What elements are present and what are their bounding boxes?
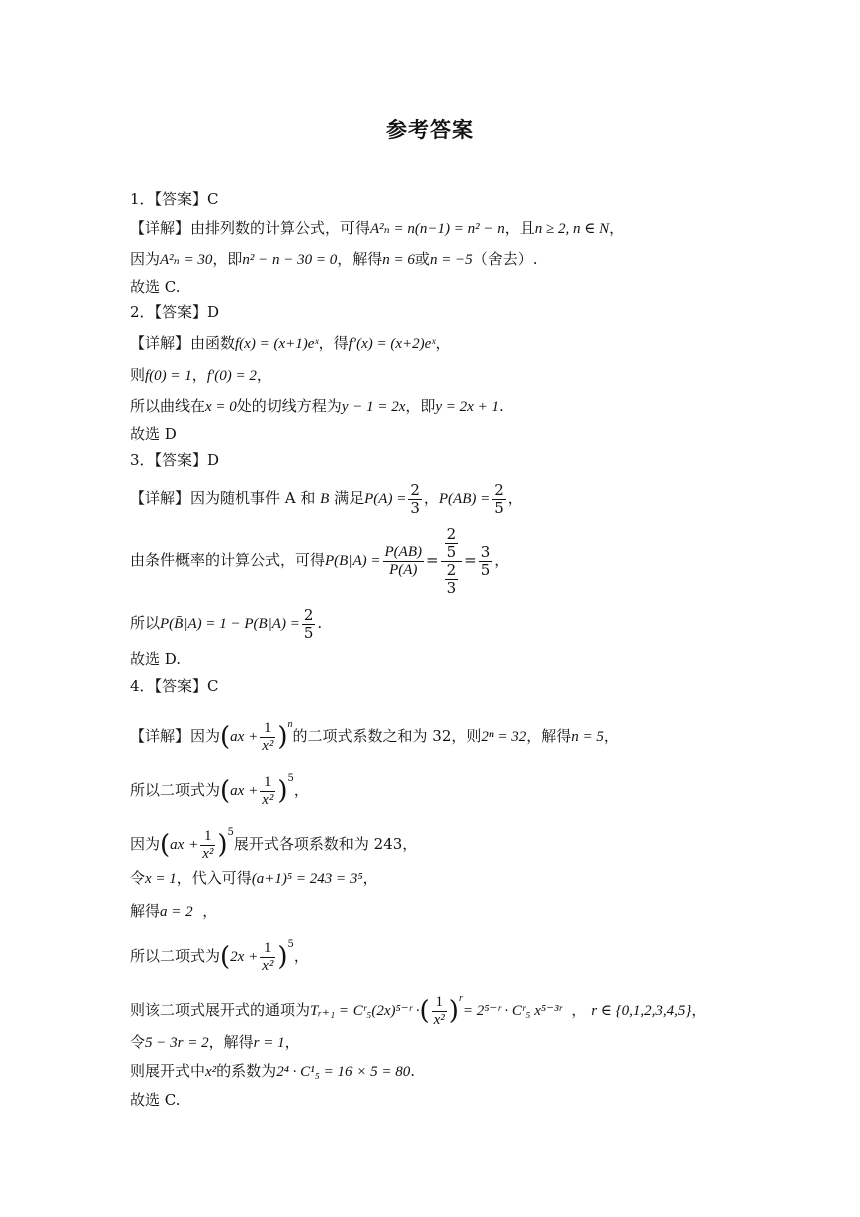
numerator: 3 [480, 542, 491, 561]
text: 展开式各项系数和为 243， [233, 835, 418, 853]
text: ， [571, 1001, 587, 1019]
text: ， [256, 366, 272, 384]
text: 令 [130, 1033, 146, 1051]
text: ，解得 [337, 250, 383, 268]
text: 则 [130, 366, 146, 384]
text: ， [293, 947, 309, 965]
text: . [410, 1062, 416, 1080]
fraction [260, 940, 275, 975]
denominator: x² [202, 845, 214, 862]
numerator: P(AB) [384, 543, 422, 560]
text: 解得 [130, 902, 161, 920]
q4-detail-line6 [130, 925, 309, 977]
q4-detail-line4 [130, 868, 378, 889]
numerator: 2 [446, 560, 457, 579]
q4-detail-line1 [130, 705, 619, 757]
denominator: x² [262, 791, 274, 808]
q4-detail-line5 [130, 901, 217, 922]
exponent: 5 [287, 939, 294, 950]
denominator: 5 [480, 560, 491, 579]
numerator: 1 [432, 994, 447, 1012]
fraction [432, 994, 447, 1029]
text: ， [423, 489, 439, 507]
q4-detail-line3 [130, 813, 417, 865]
fraction [445, 526, 459, 561]
q3-conclusion: 故选 D. [130, 650, 182, 668]
q4-detail-line9 [130, 1061, 415, 1082]
q2-detail-line1 [130, 333, 451, 354]
exponent: 5 [287, 773, 294, 784]
text: ，解得 [208, 1033, 254, 1051]
q1-detail-line1 [130, 218, 624, 239]
exponent: r [458, 993, 463, 1004]
text: 处的切线方程为 [236, 397, 342, 415]
text: ， [435, 334, 451, 352]
q4-answer-head: 4．【答案】C [130, 677, 219, 695]
text: ，即 [405, 397, 436, 415]
fraction [492, 482, 506, 517]
denominator: 3 [446, 578, 457, 597]
denominator: x² [262, 737, 274, 754]
formula: n² − n − 30 = 0 [242, 252, 338, 268]
text: 的二项式系数之和为 32，则 [292, 727, 482, 745]
q1-detail-line2 [130, 249, 537, 270]
text: 令 [130, 869, 146, 887]
fraction [302, 607, 316, 642]
formula: Tᵣ₊₁ = Cʳ₅(2x)⁵⁻ʳ · [310, 1003, 420, 1019]
exponent: 5 [227, 827, 234, 838]
q4-detail-line8 [130, 1032, 300, 1053]
formula: P(B̄|A) = 1 − P(B|A) = [160, 616, 300, 632]
text: 所以二项式为 [130, 947, 221, 965]
q3-detail-line1 [130, 478, 523, 519]
q1-answer-head: 1．【答案】C [130, 190, 219, 208]
text: 则展开式中 [130, 1062, 206, 1080]
text: 因为 [130, 250, 161, 268]
right-paren: ) [448, 996, 459, 1026]
formula: n = −5 [429, 252, 473, 268]
text: = [425, 551, 439, 569]
text: ，代入可得 [176, 869, 252, 887]
formula: (a+1)⁵ = 243 = 3⁵ [251, 871, 363, 887]
denominator: x² [262, 957, 274, 974]
text: 或 [414, 250, 430, 268]
numerator: 1 [260, 774, 275, 792]
right-paren: ) [217, 830, 228, 860]
compound-fraction [441, 526, 463, 597]
text: ， [202, 902, 218, 920]
text: ， [191, 366, 207, 384]
q3-detail-line3 [130, 603, 322, 644]
denominator: 5 [446, 542, 457, 561]
formula: f(0) = 1 [145, 368, 192, 384]
numerator: 2 [303, 605, 314, 624]
text: 【详解】因为 [130, 727, 221, 745]
left-paren: ( [220, 942, 231, 972]
left-paren: ( [419, 996, 430, 1026]
text: ， [691, 1001, 707, 1019]
text: ，解得 [526, 727, 572, 745]
fraction [383, 544, 424, 579]
left-paren: ( [220, 722, 231, 752]
text: ， [609, 219, 625, 237]
formula: ax + [170, 837, 199, 853]
text: 因为 [130, 835, 161, 853]
numerator: 2 [410, 480, 420, 499]
text: ， [603, 727, 619, 745]
numerator: 1 [260, 940, 275, 958]
formula: x = 1 [145, 871, 177, 887]
text: . [317, 614, 323, 632]
text: ， [284, 1033, 300, 1051]
formula: f′(x) = (x+2)eˣ [348, 336, 436, 352]
numerator: 1 [200, 828, 215, 846]
formula: 2ⁿ = 32 [481, 729, 527, 745]
left-paren: ( [160, 830, 171, 860]
formula: f′(0) = 2 [206, 368, 257, 384]
text: 则该二项式展开式的通项为 [130, 1001, 311, 1019]
text: 【详解】由排列数的计算公式，可得 [130, 219, 371, 237]
text: 所以曲线在 [130, 397, 206, 415]
denominator: x² [433, 1011, 445, 1028]
formula: n = 5 [571, 729, 604, 745]
fraction [260, 720, 275, 755]
denominator: 5 [303, 623, 314, 642]
formula: r ∈ {0,1,2,3,4,5} [591, 1003, 692, 1019]
fraction [408, 482, 422, 517]
q4-detail-line2 [130, 759, 309, 811]
right-paren: ) [277, 776, 288, 806]
formula: P(AB) = [438, 491, 491, 507]
denominator: 5 [494, 498, 504, 517]
text: 由条件概率的计算公式，可得 [130, 551, 326, 569]
q2-detail-line2 [130, 365, 272, 386]
text: （舍去）. [472, 250, 538, 268]
text: 所以 [130, 614, 161, 632]
left-paren: ( [220, 776, 231, 806]
numerator: 2 [446, 524, 457, 543]
formula: r = 1 [253, 1035, 285, 1051]
denominator [441, 562, 463, 597]
text: 【详解】因为随机事件 A 和 [130, 489, 316, 507]
q1-conclusion: 故选 C. [130, 278, 181, 296]
q2-answer-head: 2．【答案】D [130, 303, 220, 321]
fraction [479, 544, 493, 579]
formula: A²ₙ = 30 [160, 252, 213, 268]
denominator: P(A) [389, 561, 418, 578]
q2-detail-line3 [130, 396, 504, 417]
numerator: 2 [494, 480, 504, 499]
q2-conclusion: 故选 D [130, 425, 177, 443]
q4-detail-line7 [130, 979, 706, 1031]
numerator: 1 [260, 720, 275, 738]
formula: 5 − 3r = 2 [145, 1035, 209, 1051]
q4-conclusion: 故选 C. [130, 1091, 181, 1109]
formula: y = 2x + 1 [435, 399, 499, 415]
formula: P(A) = [364, 491, 407, 507]
formula: 2x + [230, 949, 259, 965]
formula: x = 0 [205, 399, 237, 415]
text: 【详解】由函数 [130, 334, 236, 352]
denominator: 3 [410, 498, 420, 517]
formula: A²ₙ = n(n−1) = n² − n [370, 221, 505, 237]
fraction [260, 774, 275, 809]
text: ，即 [212, 250, 243, 268]
text: ， [293, 781, 309, 799]
text: ，且 [504, 219, 535, 237]
formula: 2⁴ · C¹₅ = 16 × 5 = 80 [276, 1064, 411, 1080]
formula: a = 2 [160, 904, 193, 920]
text: ， [494, 551, 510, 569]
q3-answer-head: 3．【答案】D [130, 451, 220, 469]
formula: f(x) = (x+1)eˣ [235, 336, 319, 352]
numerator [441, 526, 463, 562]
text: ， [362, 869, 378, 887]
q3-detail-line2 [130, 524, 509, 597]
fraction [200, 828, 215, 863]
right-paren: ) [277, 722, 288, 752]
formula: P(B|A) = [325, 553, 381, 569]
text: 满足 [334, 489, 365, 507]
text: ， [507, 489, 523, 507]
formula: = 2⁵⁻ʳ · Cʳ₅ x⁵⁻³ʳ [462, 1003, 562, 1019]
right-paren: ) [277, 942, 288, 972]
formula: x² [205, 1064, 217, 1080]
text: 的系数为 [216, 1062, 277, 1080]
formula: ax + [230, 729, 259, 745]
formula: y − 1 = 2x [341, 399, 406, 415]
text: 所以二项式为 [130, 781, 221, 799]
text: ，得 [318, 334, 349, 352]
exponent: n [287, 719, 293, 730]
text: . [498, 397, 504, 415]
formula: n ≥ 2, n ∈ N [534, 221, 610, 237]
formula: B [320, 491, 330, 507]
text: = [464, 551, 477, 569]
formula: n = 6 [382, 252, 415, 268]
fraction [445, 562, 459, 597]
formula: ax + [230, 783, 259, 799]
page-title: 参考答案 [386, 118, 474, 142]
